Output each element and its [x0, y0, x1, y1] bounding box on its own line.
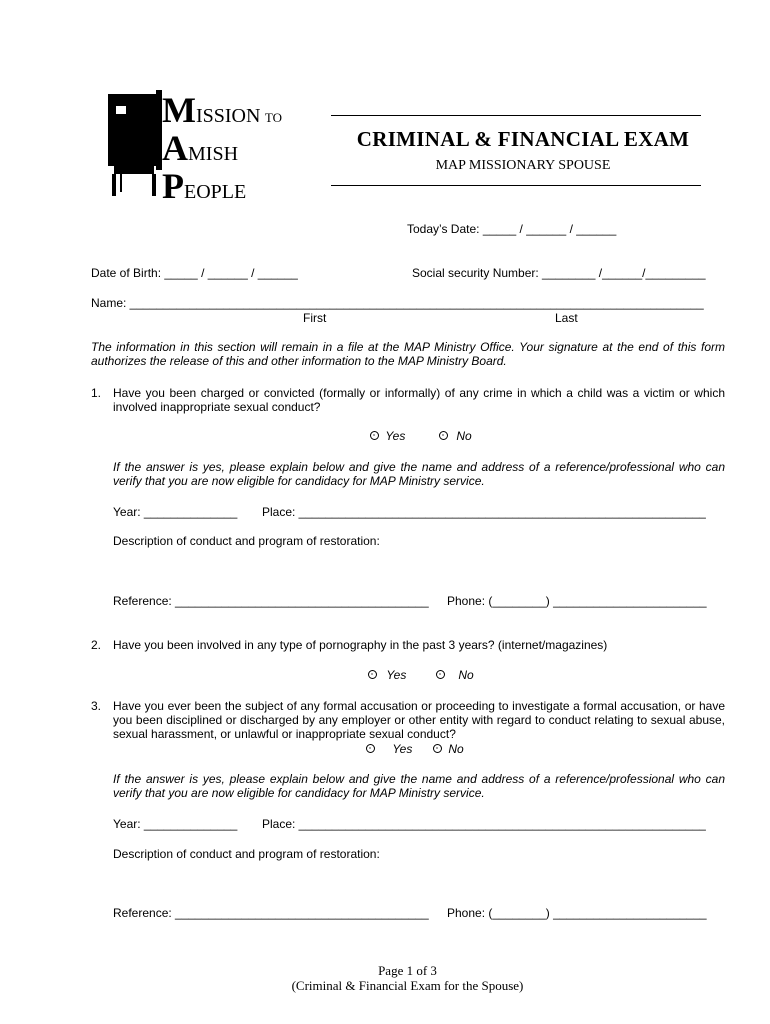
logo-word-to: TO [264, 110, 282, 125]
q1-no-radio[interactable] [439, 431, 448, 440]
logo-letter-a: A [162, 128, 188, 168]
q3-no-option[interactable] [433, 742, 464, 756]
logo-word-mission: ISSION [195, 105, 261, 127]
todays-date-field[interactable]: Today’s Date: _____ / ______ / ______ [407, 222, 617, 236]
footer-caption: (Criminal & Financial Exam for the Spouse) [291, 978, 524, 993]
q3-yes-label: Yes [392, 742, 413, 756]
page-number: Page 1 of 3 [378, 963, 437, 978]
q2-yes-radio[interactable] [368, 670, 377, 679]
header-bottom-rule [331, 185, 701, 186]
form-subtitle: MAP MISSIONARY SPOUSE [435, 158, 611, 173]
q3-no-label: No [448, 742, 464, 756]
q3-description-label: Description of conduct and program of restoration: [113, 847, 380, 861]
q3-reference-field[interactable]: Reference: ______________________________________ [113, 906, 429, 920]
q2-no-option[interactable] [436, 668, 474, 682]
name-first-label: First [303, 311, 327, 325]
q2-no-label: No [458, 668, 474, 682]
q3-no-radio[interactable] [433, 744, 442, 753]
logo-word-people: EOPLE [184, 181, 247, 203]
logo-letter-p: P [162, 166, 184, 206]
q3-explain: If the answer is yes, please explain below and give the name and address of a reference/professional who can verify that you are now eligible for candidacy for MAP Ministry service. [113, 772, 725, 800]
q2-text: Have you been involved in any type of pornography in the past 3 years? (internet/magazines) [113, 638, 608, 652]
intro-paragraph: The information in this section will remain in a file at the MAP Ministry Office. Your signature at the end of this form authorizes the release of this and other information to the MAP Ministry Board. [91, 340, 725, 368]
q1-phone-field[interactable]: Phone: (________) _______________________ [447, 594, 707, 608]
q2-yes-option[interactable] [368, 668, 406, 682]
date-of-birth-field[interactable]: Date of Birth: _____ / ______ / ______ [91, 266, 298, 280]
q3-number: 3. [91, 699, 102, 713]
header-top-rule [331, 115, 701, 116]
q3-place-field[interactable]: Place: _____________________________________________________________ [262, 817, 706, 831]
q2-number: 2. [91, 638, 102, 652]
q1-text: Have you been charged or convicted (formally or informally) of any crime in which a child was a victim or which involved inappropriate sexual conduct? [113, 386, 725, 414]
q1-yes-radio[interactable] [370, 431, 379, 440]
form-title: CRIMINAL & FINANCIAL EXAM [356, 127, 690, 151]
q3-phone-field[interactable]: Phone: (________) _______________________ [447, 906, 707, 920]
name-field[interactable]: Name: ______________________________________________________________________________________ [91, 296, 704, 310]
q1-yes-label: Yes [385, 429, 406, 443]
q1-description-label: Description of conduct and program of restoration: [113, 534, 380, 548]
buggy-icon [106, 90, 168, 198]
logo-word-amish: MISH [188, 143, 239, 165]
q1-number: 1. [91, 386, 102, 400]
logo-letter-m: M [162, 90, 196, 130]
q1-no-label: No [456, 429, 472, 443]
q3-yes-option[interactable] [366, 742, 412, 756]
name-last-label: Last [555, 311, 578, 325]
q1-explain: If the answer is yes, please explain below and give the name and address of a reference/professional who can verify that you are now eligible for candidacy for MAP Ministry service. [113, 460, 725, 488]
q3-text: Have you ever been the subject of any formal accusation or proceeding to investigate a formal accusation, or have you been disciplined or discharged by any employer or other entity with regard to conduct relating to sexual abuse, sexual harassment, or unlawful or inappropriate sexual conduct? [113, 699, 725, 741]
q1-reference-field[interactable]: Reference: ______________________________________ [113, 594, 429, 608]
ssn-field[interactable]: Social security Number: ________ /______/_________ [412, 266, 706, 280]
q3-yes-radio[interactable] [366, 744, 375, 753]
logo [106, 90, 296, 206]
q1-place-field[interactable]: Place: _____________________________________________________________ [262, 505, 706, 519]
q2-no-radio[interactable] [436, 670, 445, 679]
q1-yes-option[interactable] [370, 429, 405, 443]
q2-yes-label: Yes [386, 668, 407, 682]
q1-no-option[interactable] [439, 429, 472, 443]
q3-year-field[interactable]: Year: ______________ [113, 817, 238, 831]
q1-year-field[interactable]: Year: ______________ [113, 505, 238, 519]
